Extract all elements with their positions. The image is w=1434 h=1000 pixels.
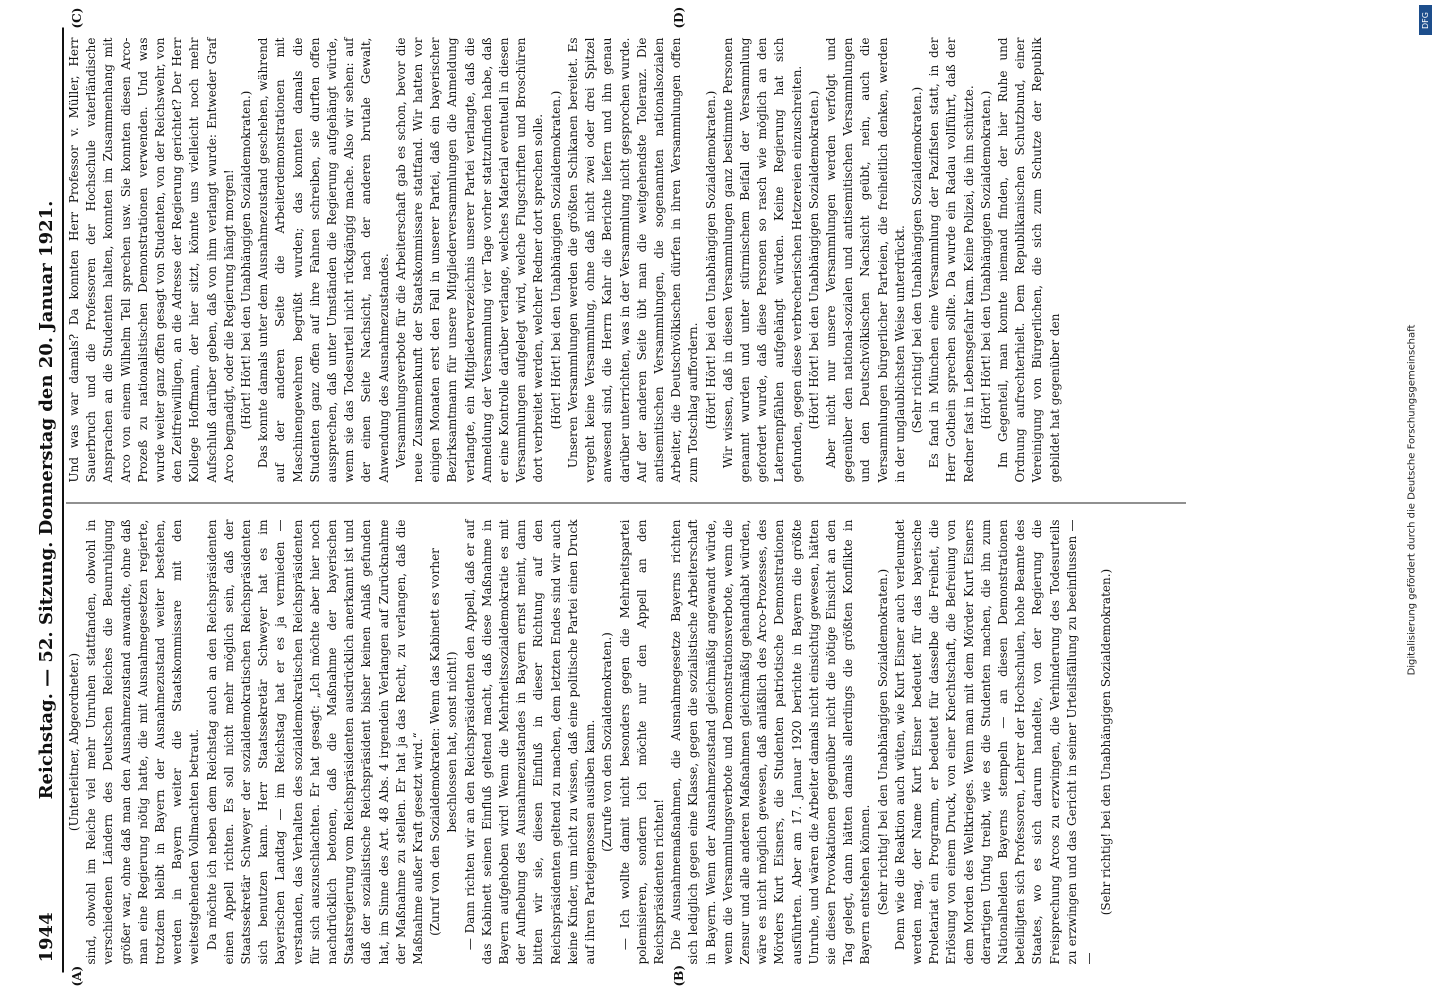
margin-mark-a: (A) bbox=[70, 965, 84, 987]
rotated-page bbox=[32, 6, 1402, 987]
column-divider bbox=[66, 503, 1186, 504]
paragraph: sind, obwohl im Reiche viel mehr Unruhen stattfanden, obwohl in verschiedenen Ländern des Deutschen Reiches die Beunruhigung größer war, ohne daß man den Ausnahmezustand anwandte, ohne daß man eine Regierung nötig hatte, die mit Ausnahmegesetzen regierte, trotzdem bleibt in Bayern der Ausnahmezustand weiter bestehen, werden in Bayern weiter die Staatskommissare mit den weitestgehenden Vollmachten betraut. bbox=[84, 519, 202, 965]
interjection: (Hört! Hört! bei den Unabhängigen Sozialdemokraten.) bbox=[806, 90, 821, 430]
paragraph: Unseren Versammlungen werden die größten Schikanen bereitet. Es vergeht keine Versammlung, ohne daß nicht zwei oder drei Spitzel anwesend sind, die Herrn Kahr die Berichte liefern und ihn genau darüber unterrichten, was in der Versammlung nicht gesprochen wurde. Auf der anderen Seite übt man die weitgehendste Toleranz. Die antisemitischen Versammlungen, die sogenannten nationalsozialen Arbeiter, die Deutschvölkischen dürfen in ihren Versammlungen offen zum Totschlag auffordern. bbox=[565, 37, 701, 483]
paragraph: Da möchte ich neben dem Reichstag auch an den Reichspräsidenten einen Appell richten. Es soll nicht mehr möglich sein, daß der Staatssekretär Schweyer der sozialdemokratischen Reichspräsidenten sich benutzen kann. Herr Staatssekretär Schweyer hat es im bayerischen Landtag — im Reichstag hat er es ja vermieden — verstanden, das Verhalten des sozialdemokratischen Reichspräsidenten für sich auszuschlachten. Er hat gesagt: „Ich möchte aber hier noch nachdrücklich betonen, daß die Maßnahme der bayerischen Staatsregierung vom Reichspräsidenten ausdrücklich anerkannt ist und daß der sozialistische Reichspräsident bisher keinen Anlaß gefunden hat, im Sinne des Art. 48 Abs. 4 irgendein Verlangen auf Zurücknahme der Maßnahme zu stellen. Er hat ja das Recht, zu verlangen, daß die Maßnahme außer Kraft gesetzt wird.“ bbox=[204, 519, 426, 965]
interjection: (Hört! Hört! bei den Unabhängigen Sozialdemokraten.) bbox=[239, 90, 254, 430]
speaker-line: (Unterleitner, Abgeordneter.) bbox=[67, 652, 81, 832]
paragraph: Und was war damals? Da konnten Herr Professor v. Müller, Herr Sauerbruch und die Professoren der Hochschule vaterländische Ansprachen an die Studenten halten, konnten im Zusammenhang mit Arco von einem Wilhelm Tell sprechen usw. Sie konnten diesen Arco-Prozeß zu nationalistischen Demonstrationen verwenden. Und was wurde weiter ganz offen gesagt von Studenten, von der Reichswehr, von den Zeitfreiwilligen, an die Adresse der Regierung gerichtet? Der Herr Kollege Hoffmann, der hier sitzt, könnte uns vielleicht noch mehr Aufschluß darüber geben, daß von ihm verlangt wurde: Entweder Graf Arco begnadigt, oder die Regierung hängt morgen! bbox=[67, 37, 236, 483]
interjection: (Hört! Hört! bei den Unabhängigen Sozialdemokraten.) bbox=[978, 90, 993, 430]
paragraph: Das konnte damals unter dem Ausnahmezustand geschehen, während auf der anderen Seite die Arbeiterdemonstrationen mit Maschinengewehren begrüßt wurden; das konnten damals die Studenten ganz offen auf ihre Fahnen schreiben, sie durften offen aussprechen, daß unter Umständen die Regierung aufgehängt würde, wenn sie das Todesurteil nicht rückgängig mache. Also wir sehen: auf der einen Seite Nachsicht, nach der anderen brutale Gewalt, Anwendung des Ausnahmezustandes. bbox=[256, 37, 391, 483]
margin-mark-b: (B) bbox=[672, 965, 686, 987]
interjection: (Sehr richtig! bei den Unabhängigen Sozialdemokraten.) bbox=[909, 86, 924, 434]
paragraph: Denn wie die Reaktion auch wüten, wie Kurt Eisner auch verleumdet werden mag, der Name Kurt Eisner bedeutet für das bayerische Proletariat ein Programm, er bedeutet für dasselbe die Freiheit, die Erlösung von einem Druck, von einer Knechtschaft, die Befreiung von dem Morden des Weltkrieges. Wenn man mit dem Mörder Kurt Eisners derartigen Unfug treibt, wie es die Studenten machen, die ihn zum Nationalhelden Bayerns stempeln — an diesen Demonstrationen beteiligten sich Professoren, Lehrer der Hochschulen, hohe Beamte des Staates, wo es sich darum handelte, von der Regierung die Freisprechung Arcos zu erzwingen, die Verhinderung des Todesurteils zu erzwingen und das Gericht in seiner Urteilsfällung zu beeinflussen — — bbox=[892, 519, 1096, 965]
digitization-credit: Digitalisierung gefördert durch die Deutsche Forschungsgemeinschaft bbox=[1406, 324, 1418, 676]
left-column bbox=[66, 520, 1115, 965]
paragraph: Es fand in München eine Versammlung der Pazifisten statt, in der Herr Gothein sprechen sollte. Da wurde ein Radau vollführt, daß der Redner fast in Lebensgefahr kam. Keine Polizei, die ihn schützte. bbox=[927, 37, 976, 483]
interjection: (Zuruf von den Sozialdemokraten: Wenn das Kabinett es vorher beschlossen hat, sonst nicht!) bbox=[428, 548, 460, 936]
paragraph: Versammlungsverbote für die Arbeiterschaft gab es schon, bevor die neue Zusammenkunft der Staatskommissare stattfand. Wir hatten vor einigen Monaten erst den Fall in unserer Partei, daß ein bayerischer Bezirksamtmann für unsere Mitgliederversammlungen die Anmeldung verlangte, ein Mitgliederverzeichnis unserer Partei verlangte, daß die Anmeldung der Versammlung vier Tage vorher stattzufinden habe, daß er eine Kontrolle darüber verlange, welches Material eventuell in diesen Versammlungen aufgelegt wird, welche Flugschriften und Broschüren dort verbreitet werden, welcher Redner dort sprechen solle. bbox=[393, 37, 546, 483]
interjection: (Hört! Hört! bei den Unabhängigen Sozialdemokraten.) bbox=[548, 90, 563, 430]
dfg-logo-text: DFG bbox=[1421, 11, 1430, 29]
margin-mark-d: (D) bbox=[672, 6, 686, 29]
paragraph: Im Gegenteil, man konnte niemand finden, der hier Ruhe und Ordnung aufrechterhielt. Dem Republikanischen Schutzbund, einer Vereinigung von Bürgerlichen, die sich zum Schutze der Republik gebildet hat gegenüber den bbox=[995, 37, 1062, 483]
paragraph: Aber nicht nur unsere Versammlungen werden verfolgt und gegenüber den national-sozialen und antisemitischen Versammlungen und den Deutschvölkischen Nachsicht geübt, nein, auch die Versammlungen bürgerlicher Parteien, die freiheitlich denken, werden in der unglaublichsten Weise unterdrückt. bbox=[823, 37, 907, 483]
paragraph: Die Ausnahmemaßnahmen, die Ausnahmegesetze Bayerns richten sich lediglich gegen eine Klasse, gegen die sozialistische Arbeiterschaft in Bayern. Wenn der Ausnahmezustand gleichmäßig angewandt würde, wenn die Versammlungsverbote und Demonstrationsverbote, wenn die Zensur und alle anderen Maßnahmen gleichmäßig gehandhabt würden, wäre es nicht möglich gewesen, daß anläßlich des Arco-Prozesses, des Mörders Kurt Eisners, die Studenten patriotische Demonstrationen ausführten. Aber am 17. Januar 1920 berichte in Bayern die größte Unruhe, und wären die Arbeiter damals nicht einsichtig gewesen, hätten sie diesen Provokationen gegenüber nicht die nötige Einsicht an den Tag gelegt, dann hätten damals allerdings die größten Konflikte in Bayern entstehen können. bbox=[669, 519, 873, 965]
paragraph: — Ich wollte damit nicht besonders gegen die Mehrheitspartei polemisieren, sondern ich möchte nur den Appell an den Reichspräsidenten richten! bbox=[617, 519, 666, 965]
paragraph: Wir wissen, daß in diesen Versammlungen ganz bestimmte Personen genannt wurden und unter stürmischem Beifall der Versammlung gefordert wurde, daß diese Personen so rasch wie möglich an den Laternenpfählen aufgehängt würden. Keine Regierung hat sich gefunden, gegen diese verbrecherischen Hetzereien einzuschreiten. bbox=[720, 37, 804, 483]
dfg-logo bbox=[1419, 5, 1432, 35]
running-title: Reichstag. — 52. Sitzung. Donnerstag den 20. Januar 1921. bbox=[36, 200, 57, 800]
interjection: (Hört! Hört! bei den Unabhängigen Sozialdemokraten.) bbox=[703, 90, 718, 430]
page-number: 1944 bbox=[36, 912, 57, 963]
interjection: (Sehr richtig! bei den Unabhängigen Sozialdemokraten.) bbox=[1099, 568, 1114, 916]
interjection: (Zurufe von den Sozialdemokraten.) bbox=[600, 632, 615, 852]
interjection: (Sehr richtig! bei den Unabhängigen Sozialdemokraten.) bbox=[875, 568, 890, 916]
right-column bbox=[66, 38, 1064, 483]
page-header bbox=[32, 28, 64, 973]
paragraph: — Dann richten wir an den Reichspräsidenten den Appell, daß er auf das Kabinett seinen Einfluß geltend macht, daß diese Maßnahme in Bayern aufgehoben wird! Wenn die Mehrheitssozialdemokratie es mit der Aufhebung des Ausnahmezustandes in Bayern ernst meint, dann bitten wir sie, diesen Einfluß in dieser Richtung auf den Reichspräsidenten geltend zu machen, dem letzten Endes sind wir auch keine Kinder, um nicht zu wissen, daß eine politische Partei einen Druck auf ihren Parteigenossen ausüben kann. bbox=[462, 519, 598, 965]
margin-mark-c: (C) bbox=[70, 7, 84, 29]
